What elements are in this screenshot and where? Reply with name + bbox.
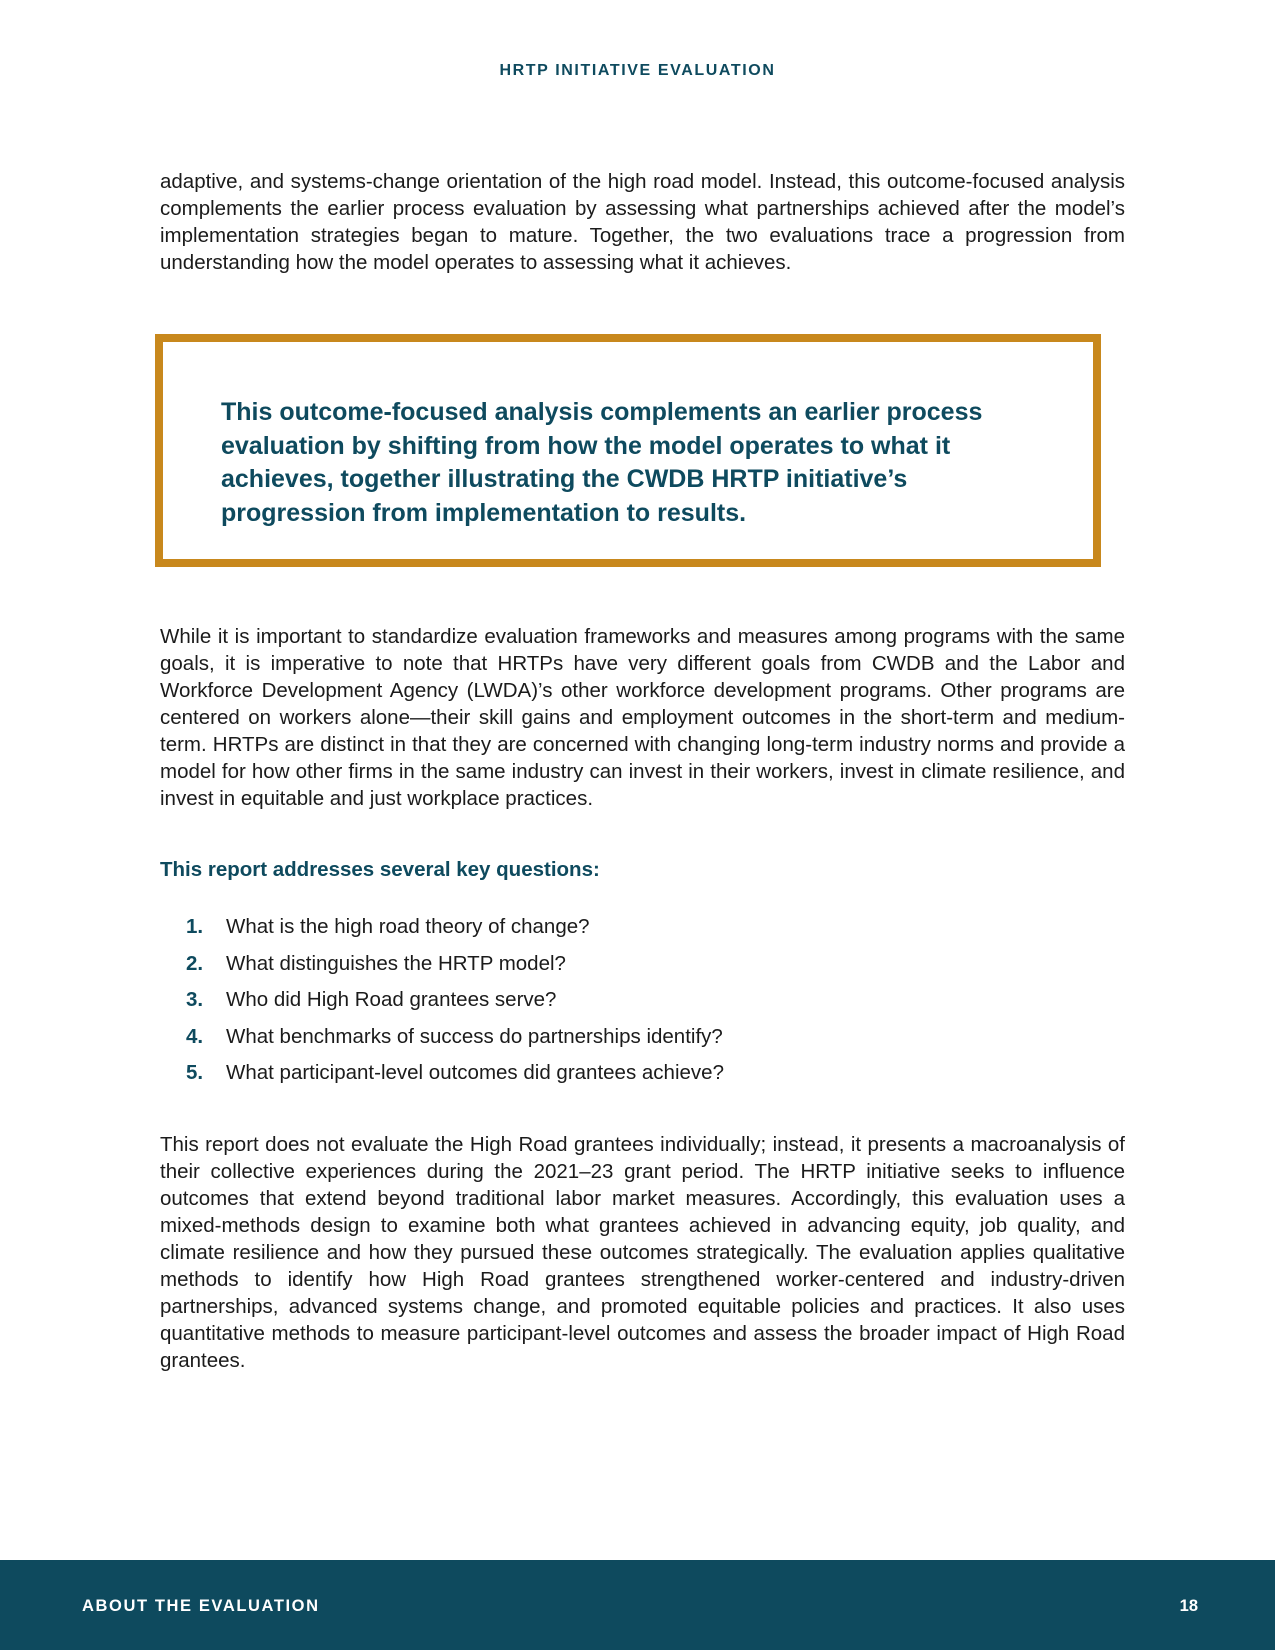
question-item xyxy=(160,1023,1060,1060)
question-text: What participant-level outcomes did grantees achieve? xyxy=(226,1061,724,1084)
question-text: What distinguishes the HRTP model? xyxy=(226,951,566,975)
question-item xyxy=(160,950,1060,987)
question-text: Who did High Road grantees serve? xyxy=(226,988,557,1011)
question-number: 2. xyxy=(186,951,204,975)
running-header: HRTP INITIATIVE EVALUATION xyxy=(499,62,776,79)
question-number: 3. xyxy=(186,988,204,1011)
key-questions-list xyxy=(160,913,1060,1096)
footer-section-label: ABOUT THE EVALUATION xyxy=(82,1597,320,1615)
question-item xyxy=(160,986,1060,1023)
question-number: 1. xyxy=(186,915,204,938)
key-questions-heading: This report addresses several key questions: xyxy=(160,858,600,881)
pull-quote-text: This outcome-focused analysis complements an earlier process evaluation by shifting from how the model operates to what it achieves, together illustrating the CWDB HRTP initiative’s progression from implementation to results. xyxy=(221,398,983,527)
scope-paragraph: This report does not evaluate the High Road grantees individually; instead, it presents a macroanalysis of their collective experiences during the 2021–23 grant period. The HRTP initiative seeks to influence outcomes that extend beyond traditional labor market measures. Accordingly, this evaluation uses a mixed-methods design to examine both what grantees achieved in advancing equity, job quality, and climate resilience and how they pursued these outcomes strategically. The evaluation applies qualitative methods to identify how High Road grantees strengthened worker-centered and industry-driven partnerships, advanced systems change, and promoted equitable policies and practices. It also uses quantitative methods to measure participant-level outcomes and assess the broader impact of High Road grantees. xyxy=(160,1133,1125,1372)
question-item xyxy=(160,1059,1060,1096)
pull-quote-callout xyxy=(155,334,1101,567)
intro-paragraph: adaptive, and systems-change orientation of the high road model. Instead, this outcome-focused analysis complements the earlier process evaluation by assessing what partnerships achieved after the model’s implementation strategies began to mature. Together, the two evaluations trace a progression from understanding how the model operates to assessing what it achieves. xyxy=(160,170,1125,274)
page-footer xyxy=(0,1560,1275,1650)
page-number: 18 xyxy=(1179,1597,1198,1615)
question-text: What benchmarks of success do partnerships identify? xyxy=(226,1024,723,1048)
question-item xyxy=(160,913,1060,950)
question-text: What is the high road theory of change? xyxy=(226,915,590,938)
question-number: 5. xyxy=(186,1061,204,1084)
question-number: 4. xyxy=(186,1024,204,1048)
standardize-paragraph: While it is important to standardize evaluation frameworks and measures among programs with the same goals, it is imperative to note that HRTPs have very different goals from CWDB and the Labor and Workforce Development Agency (LWDA)’s other workforce development programs. Other programs are centered on workers alone—their skill gains and employment outcomes in the short-term and medium-term. HRTPs are distinct in that they are concerned with changing long-term industry norms and provide a model for how other firms in the same industry can invest in their workers, invest in climate resilience, and invest in equitable and just workplace practices. xyxy=(160,625,1125,810)
